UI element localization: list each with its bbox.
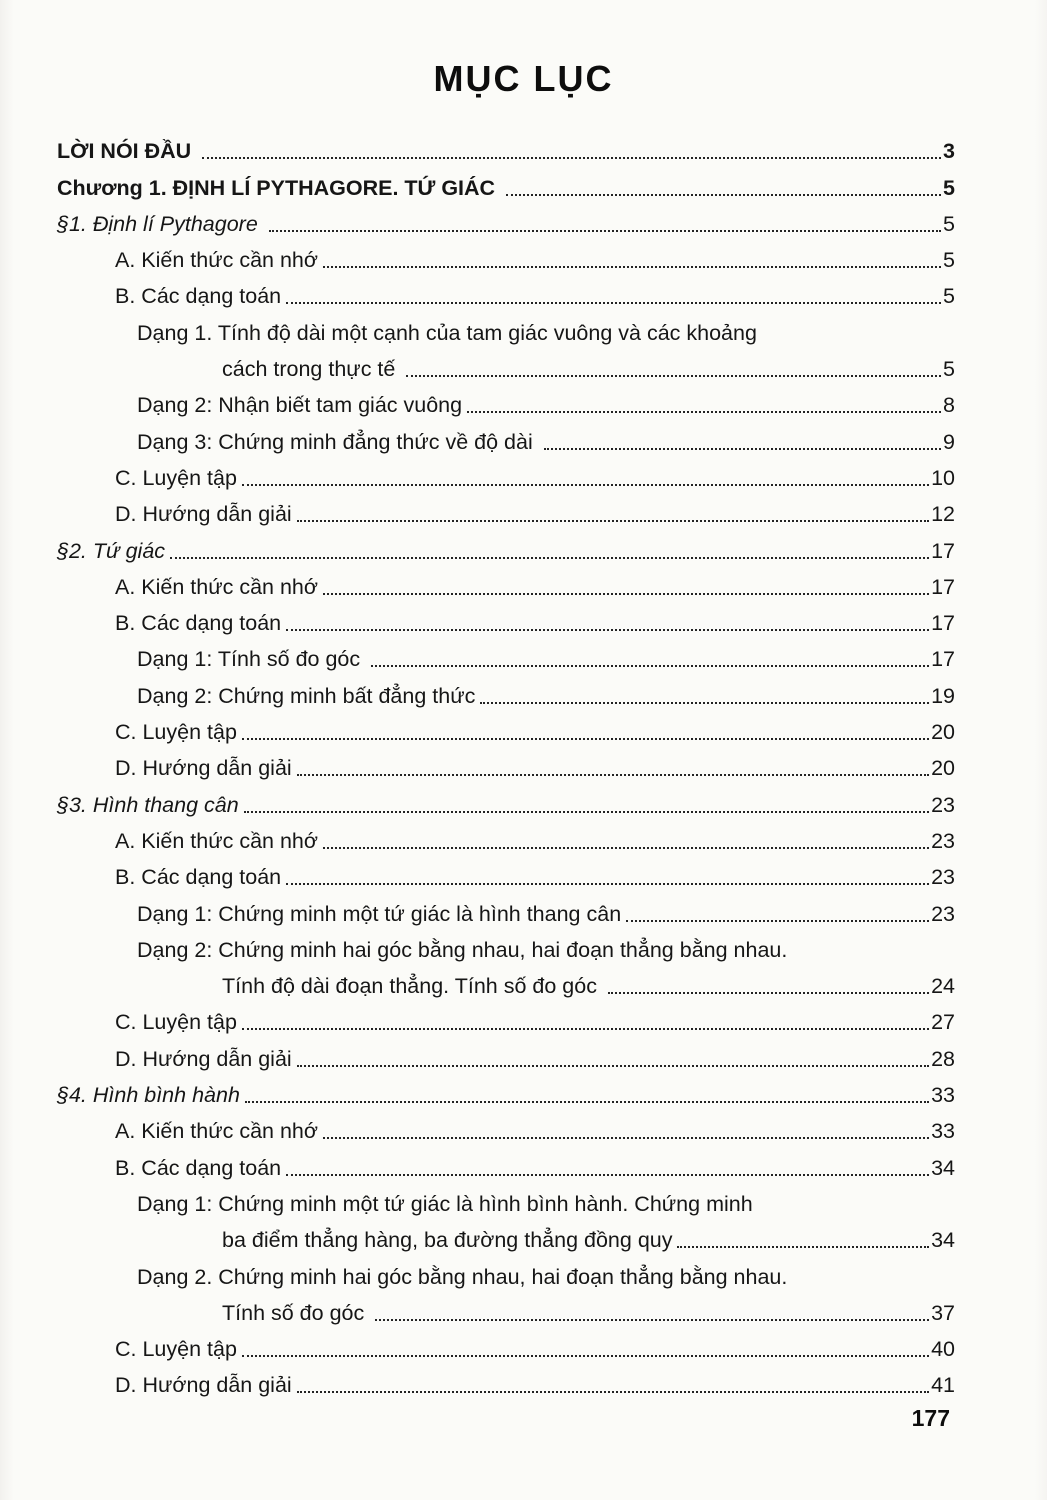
toc-entry [57, 420, 955, 456]
dotted-leader [297, 1065, 929, 1067]
dotted-leader [544, 448, 941, 450]
toc-entry [57, 130, 955, 166]
toc-entry-label: B. Các dạng toán [115, 611, 282, 636]
dotted-leader [244, 811, 929, 813]
toc-entry [57, 820, 955, 856]
toc-entry [57, 602, 955, 638]
toc-entry [57, 783, 955, 819]
toc-entry-label: §1. Định lí Pythagore [57, 211, 264, 236]
toc-entry-page: 33 [931, 1083, 955, 1108]
toc-entry-label: D. Hướng dẫn giải [115, 1046, 292, 1071]
toc-entry-label: Dạng 3: Chứng minh đẳng thức về độ dài [137, 429, 539, 454]
toc-entry-label: Dạng 1. Tính độ dài một cạnh của tam giác vuông và các khoảng [137, 320, 757, 345]
dotted-leader [286, 302, 941, 304]
toc-entry [57, 1255, 955, 1291]
toc-entry-label: Dạng 2: Chứng minh hai góc bằng nhau, hai đoạn thẳng bằng nhau. [137, 937, 788, 962]
toc-entry-label: Tính độ dài đoạn thẳng. Tính số đo góc [222, 974, 603, 999]
toc-entry [57, 348, 955, 384]
toc-entry-label: C. Luyện tập [115, 465, 237, 490]
toc-entry-label: cách trong thực tế [222, 357, 402, 382]
toc-entry-page: 20 [931, 720, 955, 745]
toc-entry-label: Dạng 1: Chứng minh một tứ giác là hình thang cân [137, 901, 622, 926]
toc-entry-page: 33 [931, 1119, 955, 1144]
dotted-leader [375, 1319, 929, 1321]
toc-entry-page: 23 [931, 901, 955, 926]
dotted-leader [323, 847, 929, 849]
toc-entry [57, 1074, 955, 1110]
toc-entry-page: 10 [931, 465, 955, 490]
dotted-leader [608, 992, 929, 994]
toc-entry [57, 239, 955, 275]
dotted-leader [297, 774, 929, 776]
toc-entry-label: Dạng 1: Tính số đo góc [137, 647, 367, 672]
toc-entry-label: D. Hướng dẫn giải [115, 756, 292, 781]
toc-entry [57, 856, 955, 892]
dotted-leader [269, 230, 941, 232]
toc-entry-page: 20 [931, 756, 955, 781]
dotted-leader [371, 665, 929, 667]
toc-entry-label: §3. Hình thang cân [57, 792, 239, 817]
page-title: MỤC LỤC [433, 58, 614, 99]
toc-entry [57, 275, 955, 311]
toc-entry [57, 1219, 955, 1255]
toc-entry-label: ba điểm thẳng hàng, ba đường thẳng đồng quy [222, 1228, 673, 1253]
toc-entry-page: 17 [931, 538, 955, 563]
toc-entry [57, 1364, 955, 1400]
dotted-leader [323, 593, 929, 595]
toc-entry-page: 34 [931, 1155, 955, 1180]
dotted-leader [323, 266, 941, 268]
toc-entry-label: Dạng 1: Chứng minh một tứ giác là hình bình hành. Chứng minh [137, 1191, 753, 1216]
toc-entry-label: C. Luyện tập [115, 1010, 237, 1035]
toc-entry-label: Dạng 2: Chứng minh bất đẳng thức [137, 683, 476, 708]
toc-entry [57, 1110, 955, 1146]
toc-entry [57, 493, 955, 529]
toc-entry-page: 5 [943, 175, 955, 200]
toc-entry [57, 892, 955, 928]
toc-entry [57, 1328, 955, 1364]
dotted-leader [677, 1246, 929, 1248]
toc-entry-page: 23 [931, 865, 955, 890]
toc-entry [57, 1146, 955, 1182]
toc-entry-label: A. Kiến thức cần nhớ [115, 574, 318, 599]
toc-entry [57, 711, 955, 747]
toc-entry-page: 5 [943, 248, 955, 273]
toc-entry [57, 566, 955, 602]
toc-entry-label: C. Luyện tập [115, 720, 237, 745]
toc-entry [57, 1037, 955, 1073]
dotted-leader [297, 520, 929, 522]
toc-entry [57, 1001, 955, 1037]
toc-entry [57, 1292, 955, 1328]
toc-entry-page: 17 [931, 647, 955, 672]
toc-entry-page: 23 [931, 828, 955, 853]
toc-list [57, 130, 955, 1400]
dotted-leader [242, 1028, 929, 1030]
toc-entry-page: 3 [943, 139, 955, 164]
toc-entry-label: C. Luyện tập [115, 1337, 237, 1362]
toc-entry-page: 5 [943, 357, 955, 382]
dotted-leader [286, 1174, 929, 1176]
toc-entry-page: 12 [931, 502, 955, 527]
dotted-leader [480, 702, 929, 704]
toc-entry-page: 17 [931, 574, 955, 599]
dotted-leader [506, 194, 941, 196]
toc-entry-label: Chương 1. ĐỊNH LÍ PYTHAGORE. TỨ GIÁC [57, 175, 502, 200]
dotted-leader [242, 1355, 929, 1357]
toc-entry-page: 19 [931, 683, 955, 708]
toc-entry [57, 674, 955, 710]
toc-entry-label: §4. Hình bình hành [57, 1083, 240, 1108]
dotted-leader [406, 375, 941, 377]
toc-entry-label: LỜI NÓI ĐẦU [57, 139, 198, 164]
toc-entry [57, 638, 955, 674]
dotted-leader [626, 920, 929, 922]
toc-entry-label: A. Kiến thức cần nhớ [115, 248, 318, 273]
toc-entry-page: 27 [931, 1010, 955, 1035]
toc-entry [57, 929, 955, 965]
dotted-leader [467, 411, 941, 413]
dotted-leader [297, 1391, 929, 1393]
toc-entry-page: 34 [931, 1228, 955, 1253]
toc-entry-label: Tính số đo góc [222, 1300, 371, 1325]
toc-entry-label: D. Hướng dẫn giải [115, 1373, 292, 1398]
toc-entry-page: 9 [943, 429, 955, 454]
toc-entry [57, 311, 955, 347]
toc-entry-page: 17 [931, 611, 955, 636]
dotted-leader [286, 629, 929, 631]
toc-entry-page: 40 [931, 1337, 955, 1362]
dotted-leader [202, 157, 941, 159]
toc-entry [57, 529, 955, 565]
dotted-leader [323, 1137, 929, 1139]
toc-entry [57, 747, 955, 783]
toc-entry-page: 37 [931, 1300, 955, 1325]
toc-entry [57, 1183, 955, 1219]
toc-entry-page: 8 [943, 393, 955, 418]
toc-entry-page: 23 [931, 792, 955, 817]
dotted-leader [286, 883, 929, 885]
toc-entry-page: 5 [943, 284, 955, 309]
toc-entry-label: Dạng 2. Chứng minh hai góc bằng nhau, hai đoạn thẳng bằng nhau. [137, 1264, 788, 1289]
dotted-leader [170, 557, 929, 559]
toc-entry [57, 457, 955, 493]
toc-entry-label: B. Các dạng toán [115, 284, 282, 309]
toc-entry-page: 24 [931, 974, 955, 999]
toc-entry-page: 5 [943, 211, 955, 236]
toc-entry-label: B. Các dạng toán [115, 865, 282, 890]
toc-entry [57, 965, 955, 1001]
toc-entry [57, 384, 955, 420]
toc-entry [57, 203, 955, 239]
toc-entry-label: Dạng 2: Nhận biết tam giác vuông [137, 393, 463, 418]
dotted-leader [242, 484, 929, 486]
toc-entry [57, 166, 955, 202]
toc-entry-label: A. Kiến thức cần nhớ [115, 1119, 318, 1144]
toc-entry-label: A. Kiến thức cần nhớ [115, 828, 318, 853]
toc-entry-label: B. Các dạng toán [115, 1155, 282, 1180]
page-number: 177 [911, 1405, 950, 1431]
toc-entry-label: §2. Tứ giác [57, 538, 166, 563]
dotted-leader [242, 738, 929, 740]
toc-entry-page: 28 [931, 1046, 955, 1071]
toc-entry-label: D. Hướng dẫn giải [115, 502, 292, 527]
dotted-leader [245, 1101, 929, 1103]
toc-entry-page: 41 [931, 1373, 955, 1398]
